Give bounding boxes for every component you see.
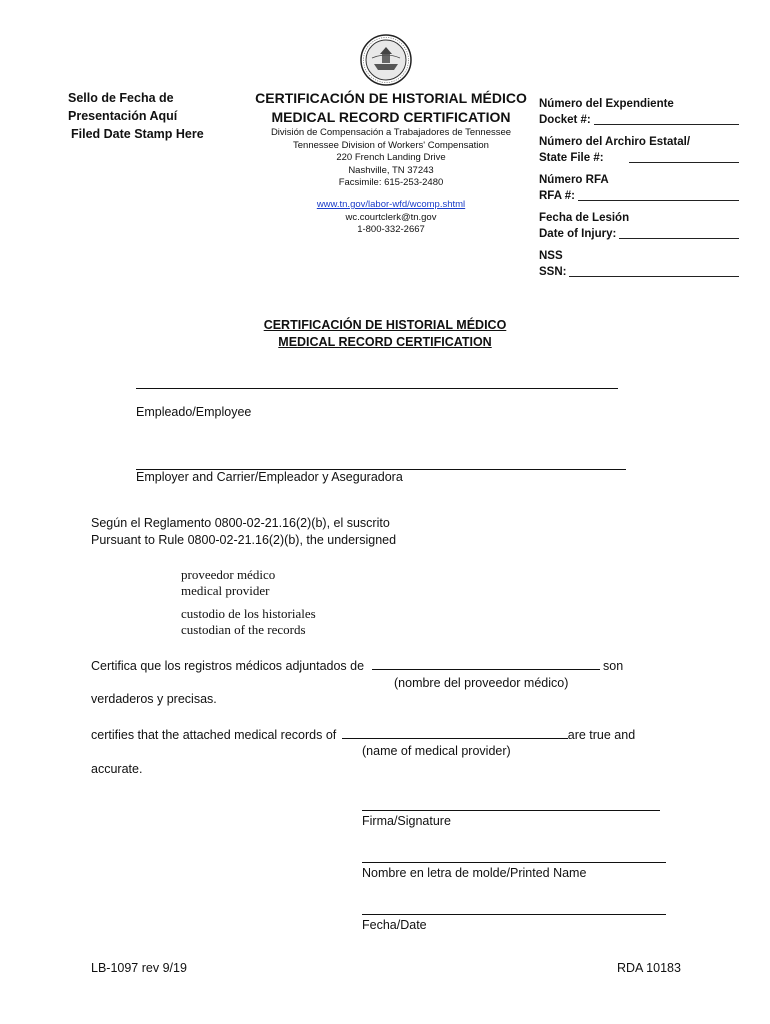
website-link[interactable]: www.tn.gov/labor-wfd/wcomp.shtml: [316, 198, 466, 210]
stamp-line: Filed Date Stamp Here: [71, 127, 204, 141]
provider-name-hint-es: (nombre del proveedor médico): [394, 676, 569, 690]
section-title-en: MEDICAL RECORD CERTIFICATION: [278, 335, 492, 349]
role-option-label-es: custodio de los historiales: [181, 606, 316, 621]
facsimile: Facsimile: 615-253-2480: [338, 177, 444, 189]
rfa-field[interactable]: [578, 188, 739, 201]
certification-en: [91, 726, 635, 744]
role-option-label-en: custodian of the records: [181, 622, 306, 637]
phone: 1-800-332-2667: [357, 224, 425, 236]
ssn-label-es: NSS: [539, 250, 563, 262]
rda-number: RDA 10183: [617, 961, 681, 975]
division-en: Tennessee Division of Workers' Compensation: [293, 139, 489, 151]
docket-field[interactable]: [594, 112, 739, 125]
rfa-label-es: Número RFA: [539, 174, 609, 186]
printed-name-field[interactable]: [362, 862, 666, 863]
agency-header: [238, 89, 544, 237]
cert-es-prefix: Certifica que los registros médicos adjuntados de: [91, 659, 365, 673]
docket-label-es: Número del Expendiente: [539, 98, 674, 110]
provider-name-field-en[interactable]: [342, 726, 568, 739]
case-fields: [539, 96, 739, 286]
date-of-injury-label: Date of Injury:: [539, 228, 617, 240]
rfa-label: RFA #:: [539, 190, 575, 202]
docket-label: Docket #:: [539, 114, 591, 126]
role-option-label-en: medical provider: [181, 583, 270, 598]
email: wc.courtclerk@tn.gov: [345, 211, 437, 223]
printed-name-label: Nombre en letra de molde/Printed Name: [362, 866, 587, 880]
header-title-es: CERTIFICACIÓN DE HISTORIAL MÉDICO: [255, 90, 527, 106]
date-of-injury-label-es: Fecha de Lesión: [539, 212, 630, 224]
provider-name-field-es[interactable]: [372, 657, 600, 670]
division-es: División de Compensación a Trabajadores de Tennessee: [270, 127, 512, 138]
date-of-injury-field[interactable]: [619, 226, 739, 239]
state-file-label: State File #:: [539, 152, 604, 164]
state-file-label-es: Número del Archiro Estatal/: [539, 136, 691, 148]
date-label: Fecha/Date: [362, 918, 427, 932]
employee-field[interactable]: [136, 388, 618, 389]
cert-en-suffix: are true and: [567, 728, 636, 742]
address-line-1: 220 French Landing Drive: [336, 152, 446, 164]
rule-text-es: Según el Reglamento 0800-02-21.16(2)(b), el suscrito: [91, 516, 390, 530]
stamp-line: Sello de Fecha de: [68, 91, 174, 105]
tennessee-state-seal-icon: [360, 34, 412, 86]
header-title-en: MEDICAL RECORD CERTIFICATION: [271, 109, 511, 125]
cert-en-prefix: certifies that the attached medical records of: [91, 728, 337, 742]
section-title: [180, 317, 590, 351]
role-option-medical-provider[interactable]: [181, 567, 275, 599]
section-title-es: CERTIFICACIÓN DE HISTORIAL MÉDICO: [263, 318, 507, 332]
state-file-field[interactable]: [629, 150, 739, 163]
address-line-2: Nashville, TN 37243: [348, 164, 434, 176]
ssn-field[interactable]: [569, 264, 739, 277]
signature-field[interactable]: [362, 810, 660, 811]
cert-en-end: accurate.: [91, 762, 143, 776]
employee-label: Empleado/Employee: [136, 405, 252, 419]
role-option-custodian[interactable]: [181, 606, 316, 638]
cert-es-suffix: son: [603, 659, 624, 673]
cert-es-end: verdaderos y precisas.: [91, 692, 217, 706]
employer-label: Employer and Carrier/Empleador y Aseguradora: [136, 470, 403, 484]
rule-text-en: Pursuant to Rule 0800-02-21.16(2)(b), the undersigned: [91, 533, 397, 547]
form-number: LB-1097 rev 9/19: [91, 961, 187, 975]
date-field[interactable]: [362, 914, 666, 915]
ssn-label: SSN:: [539, 266, 567, 278]
stamp-line: Presentación Aquí: [68, 109, 178, 123]
certification-es: [91, 657, 623, 675]
signature-label: Firma/Signature: [362, 814, 451, 828]
filed-date-stamp-area: [68, 89, 228, 143]
role-option-label-es: proveedor médico: [181, 567, 276, 582]
provider-name-hint-en: (name of medical provider): [362, 744, 511, 758]
